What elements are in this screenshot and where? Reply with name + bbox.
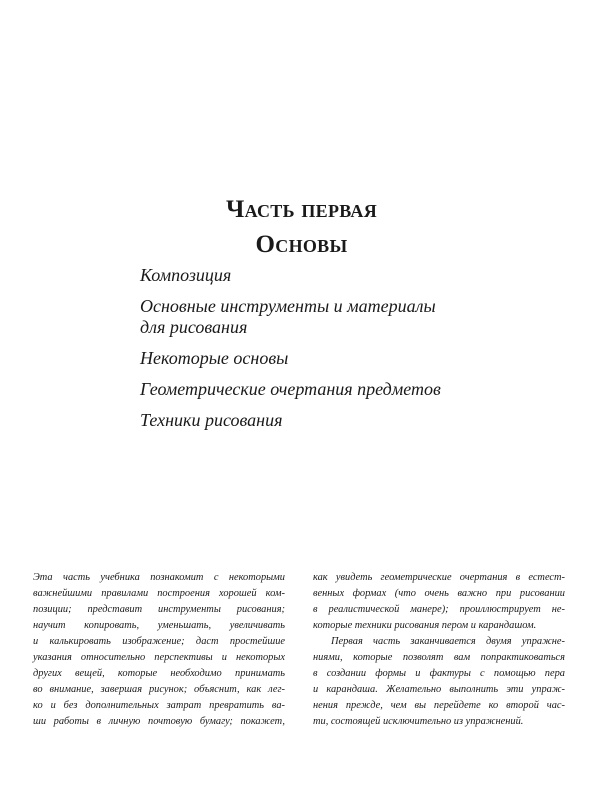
intro-paragraph <box>313 570 565 634</box>
intro-paragraph-2 <box>313 634 565 730</box>
part-subtitle: Основы <box>255 231 348 258</box>
text-line: Эта часть учебника познакомит с некоторыми <box>33 572 285 583</box>
chapter-item-composition: Композиция <box>140 265 232 285</box>
text-line: в создании формы и фактуры с помощью пера <box>313 668 565 679</box>
text-line: Первая часть заканчивается двумя упражне- <box>331 636 565 647</box>
chapter-item-basics: Некоторые основы <box>140 348 289 368</box>
text-line: ниями, которые позволят вам попрактиковаться <box>313 652 565 663</box>
text-line: в реалистической манере); проиллюстрирует не- <box>313 604 565 615</box>
chapter-item-tools: Основные инструменты и материалы для рисования <box>140 296 436 337</box>
text-line: ши работы в личную почтовую бумагу; покажет, <box>33 716 285 727</box>
text-line: важнейшими правилами построения хорошей ком- <box>33 588 285 599</box>
chapter-list <box>140 265 500 441</box>
part-title: Часть первая <box>225 196 378 223</box>
chapter-item-techniques: Техники рисования <box>140 410 283 430</box>
text-line: как увидеть геометрические очертания в естест- <box>313 572 565 583</box>
text-line: научит копировать, уменьшать, увеличивать <box>33 620 285 631</box>
intro-column-right <box>313 570 565 730</box>
text-line: венных формах (что очень важно при рисовании <box>313 588 565 599</box>
text-line: ти, состоящей исключительно из упражнений. <box>313 716 524 727</box>
text-line: других вещей, которые необходимо принимать <box>33 668 285 679</box>
intro-column-left <box>33 570 285 730</box>
intro-text <box>33 570 565 730</box>
text-line: и калькировать изображение; даст простейшие <box>33 636 285 647</box>
text-line: которые техники рисования пером и карандашом. <box>313 620 537 631</box>
text-line: ко и без дополнительных затрат превратить ва- <box>33 700 285 711</box>
text-line: и карандаша. Желательно выполнить эти упраж- <box>313 684 565 695</box>
chapter-item-geometric-shapes: Геометрические очертания предметов <box>140 379 441 399</box>
intro-paragraph <box>33 570 285 730</box>
text-line: нения прежде, чем вы перейдете ко второй час- <box>313 700 565 711</box>
text-line: во внимание, завершая рисунок; объяснит, как лег- <box>33 684 285 695</box>
text-line: указания относительно перспективы и некоторых <box>33 652 285 663</box>
text-line: позиции; представит инструменты рисования; <box>33 604 285 615</box>
